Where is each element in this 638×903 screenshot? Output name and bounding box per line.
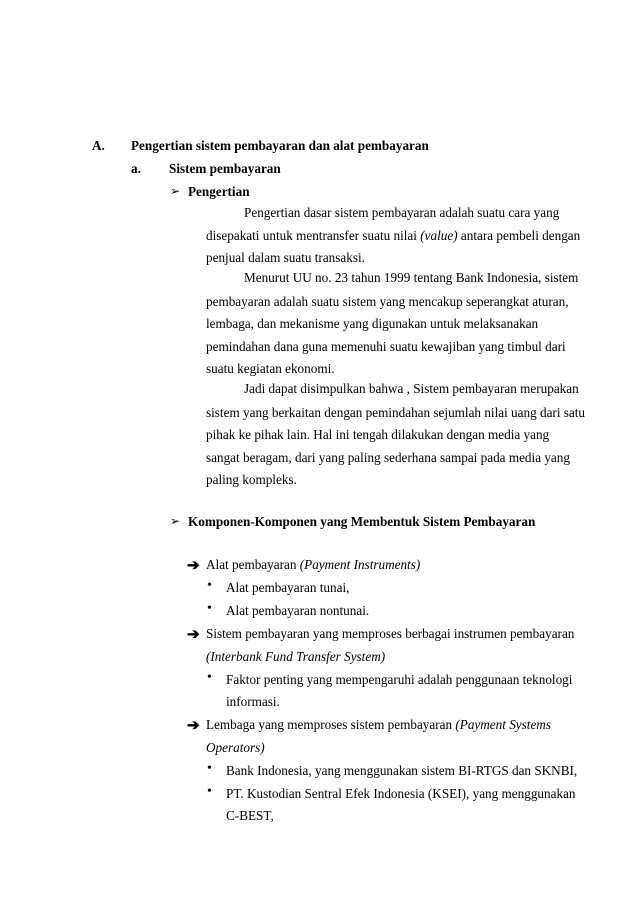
paragraph-line: pembayaran adalah suatu sistem yang mencakup seperangkat aturan, <box>206 294 569 309</box>
bullet-icon: • <box>207 578 212 593</box>
list-item: Alat pembayaran tunai, <box>226 580 350 595</box>
bullet-icon: • <box>207 761 212 776</box>
paragraph-line: Jadi dapat disimpulkan bahwa , Sistem pembayaran merupakan <box>244 381 579 396</box>
paragraph-line: lembaga, dan mekanisme yang digunakan untuk melaksanakan <box>206 316 539 331</box>
text-span: disepakati untuk mentransfer suatu nilai <box>206 228 421 243</box>
section-title: Pengertian sistem pembayaran dan alat pembayaran <box>131 138 429 153</box>
paragraph-line: pemindahan dana guna memenuhi suatu kewajiban yang timbul dari <box>206 339 566 354</box>
list-item: Alat pembayaran nontunai. <box>226 603 370 618</box>
paragraph-line: Pengertian dasar sistem pembayaran adalah suatu cara yang <box>244 205 560 220</box>
list-item: informasi. <box>226 694 280 709</box>
paragraph-line: Menurut UU no. 23 tahun 1999 tentang Bank Indonesia, sistem <box>244 270 579 285</box>
double-arrow-icon: ➔ <box>187 718 200 734</box>
komponen-item-3 <box>206 717 551 733</box>
komponen-item-1 <box>206 557 420 573</box>
text-span: Lembaga yang memproses sistem pembayaran <box>206 717 456 732</box>
arrowhead-bullet-icon: ➢ <box>170 184 181 198</box>
arrowhead-bullet-icon: ➢ <box>170 514 181 528</box>
bullet-icon: • <box>207 784 212 799</box>
paragraph-line: paling kompleks. <box>206 472 297 487</box>
text-span: Alat pembayaran <box>206 557 300 572</box>
paragraph-line: sangat beragam, dari yang paling sederhana sampai pada media yang <box>206 450 570 465</box>
pengertian-heading: Pengertian <box>188 184 250 199</box>
italic-term: (value) <box>420 228 458 243</box>
bullet-icon: • <box>207 670 212 685</box>
italic-term: (Payment Instruments) <box>299 557 421 572</box>
text-span: antara pembeli dengan <box>457 228 581 243</box>
double-arrow-icon: ➔ <box>187 558 200 574</box>
komponen-item-2: Sistem pembayaran yang memproses berbagai instrumen pembayaran <box>206 626 575 641</box>
paragraph-line: pihak ke pihak lain. Hal ini tengah dilakukan dengan media yang <box>206 427 550 442</box>
list-item: PT. Kustodian Sentral Efek Indonesia (KSEI), yang menggunakan <box>226 786 576 801</box>
list-item: Bank Indonesia, yang menggunakan sistem BI-RTGS dan SKNBI, <box>226 763 578 778</box>
subsection-title: Sistem pembayaran <box>169 161 281 176</box>
italic-term: (Interbank Fund Transfer System) <box>206 649 386 664</box>
komponen-heading: Komponen-Komponen yang Membentuk Sistem Pembayaran <box>188 514 536 529</box>
paragraph-line: sistem yang berkaitan dengan pemindahan sejumlah nilai uang dari satu <box>206 405 586 420</box>
section-number: A. <box>92 138 105 153</box>
paragraph-line: penjual dalam suatu transaksi. <box>206 250 365 265</box>
italic-term: (Payment Systems <box>455 717 551 732</box>
double-arrow-icon: ➔ <box>187 627 200 643</box>
subsection-letter: a. <box>131 161 141 176</box>
list-item: Faktor penting yang mempengaruhi adalah penggunaan teknologi <box>226 672 573 687</box>
paragraph-line: suatu kegiatan ekonomi. <box>206 361 335 376</box>
paragraph-line <box>206 228 580 244</box>
italic-term: Operators) <box>206 740 265 755</box>
list-item: C-BEST, <box>226 808 274 823</box>
bullet-icon: • <box>207 601 212 616</box>
